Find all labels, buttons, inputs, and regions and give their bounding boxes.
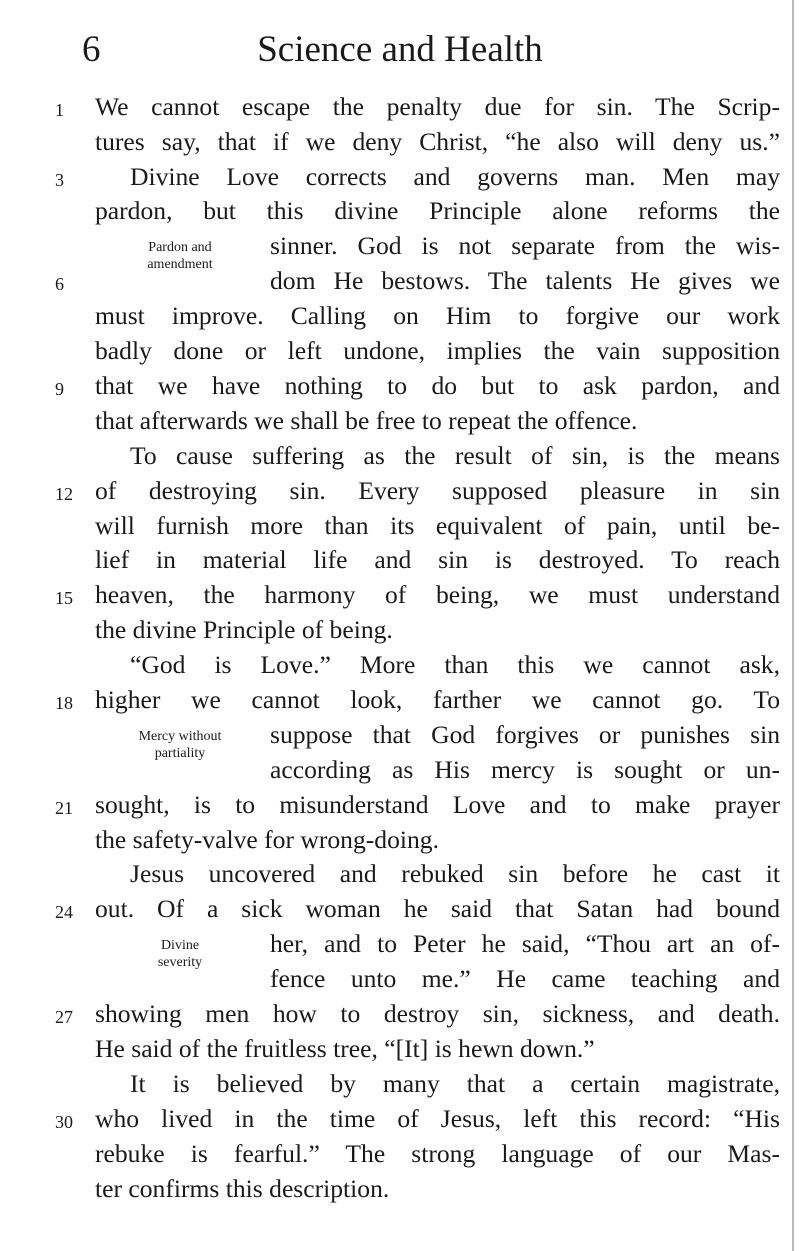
- text-line: sought, is to misunderstand Love and to make prayer: [95, 790, 780, 819]
- text-line: must improve. Calling on Him to forgive our work: [95, 301, 780, 330]
- text-line: dom He bestows. The talents He gives we: [270, 266, 780, 295]
- line-number: 9: [55, 379, 64, 399]
- text-line: tures say, that if we deny Christ, “he also will deny us.”: [95, 127, 780, 156]
- line-number: 27: [55, 1007, 73, 1027]
- text-line: We cannot escape the penalty due for sin. The Scrip-: [95, 92, 780, 121]
- text-line: the safety-valve for wrong-doing.: [95, 825, 439, 854]
- text-line: ter confirms this description.: [95, 1174, 390, 1203]
- page-edge-rule: [792, 0, 794, 1251]
- text-line: “God is Love.” More than this we cannot ask,: [130, 650, 780, 679]
- text-line: lief in material life and sin is destroyed. To reach: [95, 545, 780, 574]
- text-line: the divine Principle of being.: [95, 615, 393, 644]
- running-head: Science and Health: [257, 29, 543, 70]
- text-line: Jesus uncovered and rebuked sin before he cast it: [130, 859, 780, 888]
- text-line: It is believed by many that a certain magistrate,: [130, 1069, 780, 1098]
- margin-note-line: severity: [157, 954, 203, 970]
- text-line: of destroying sin. Every supposed pleasure in sin: [95, 476, 780, 505]
- text-line: suppose that God forgives or punishes sin: [270, 720, 780, 749]
- page-header: [0, 22, 800, 72]
- text-line: He said of the fruitless tree, “[It] is hewn down.”: [95, 1034, 595, 1063]
- line-number: 15: [55, 588, 73, 608]
- line-number: 6: [55, 274, 64, 294]
- text-line: Divine Love corrects and governs man. Men may: [130, 162, 780, 191]
- text-line: showing men how to destroy sin, sickness, and death.: [95, 999, 780, 1028]
- text-line: fence unto me.” He came teaching and: [270, 964, 780, 993]
- margin-note-line: Divine: [160, 938, 200, 953]
- margin-note-line: Pardon and: [148, 240, 212, 255]
- line-number: 1: [55, 100, 64, 120]
- margin-note-line: amendment: [147, 256, 213, 272]
- margin-note-line: Mercy without: [138, 729, 222, 744]
- line-number: 21: [55, 798, 73, 818]
- line-number: 30: [55, 1112, 73, 1132]
- text-line: rebuke is fearful.” The strong language of our Mas-: [95, 1139, 780, 1168]
- text-line: higher we cannot look, farther we cannot go. To: [95, 685, 780, 714]
- margin-note-pardon-and-amendment: [95, 240, 265, 274]
- text-line: who lived in the time of Jesus, left this record: “His: [95, 1104, 780, 1133]
- text-line: her, and to Peter he said, “Thou art an of-: [270, 929, 780, 958]
- text-line: that afterwards we shall be free to repeat the offence.: [95, 406, 638, 435]
- text-line: sinner. God is not separate from the wis-: [270, 231, 780, 260]
- margin-note-mercy-without-partiality: [95, 729, 265, 763]
- margin-note-divine-severity: [95, 938, 265, 972]
- text-line: heaven, the harmony of being, we must understand: [95, 580, 780, 609]
- text-line: To cause suffering as the result of sin, is the means: [130, 441, 780, 470]
- line-number: 12: [55, 484, 73, 504]
- line-number: 3: [55, 170, 64, 190]
- text-line: badly done or left undone, implies the vain supposition: [95, 336, 780, 365]
- text-line: that we have nothing to do but to ask pardon, and: [95, 371, 780, 400]
- text-line: according as His mercy is sought or un-: [270, 755, 780, 784]
- line-number: 18: [55, 693, 73, 713]
- margin-note-line: partiality: [154, 745, 206, 761]
- text-line: out. Of a sick woman he said that Satan had bound: [95, 894, 780, 923]
- text-line: will furnish more than its equivalent of pain, until be-: [95, 511, 780, 540]
- page-number: 6: [82, 29, 101, 70]
- text-line: pardon, but this divine Principle alone reforms the: [95, 196, 780, 225]
- line-number: 24: [55, 902, 73, 922]
